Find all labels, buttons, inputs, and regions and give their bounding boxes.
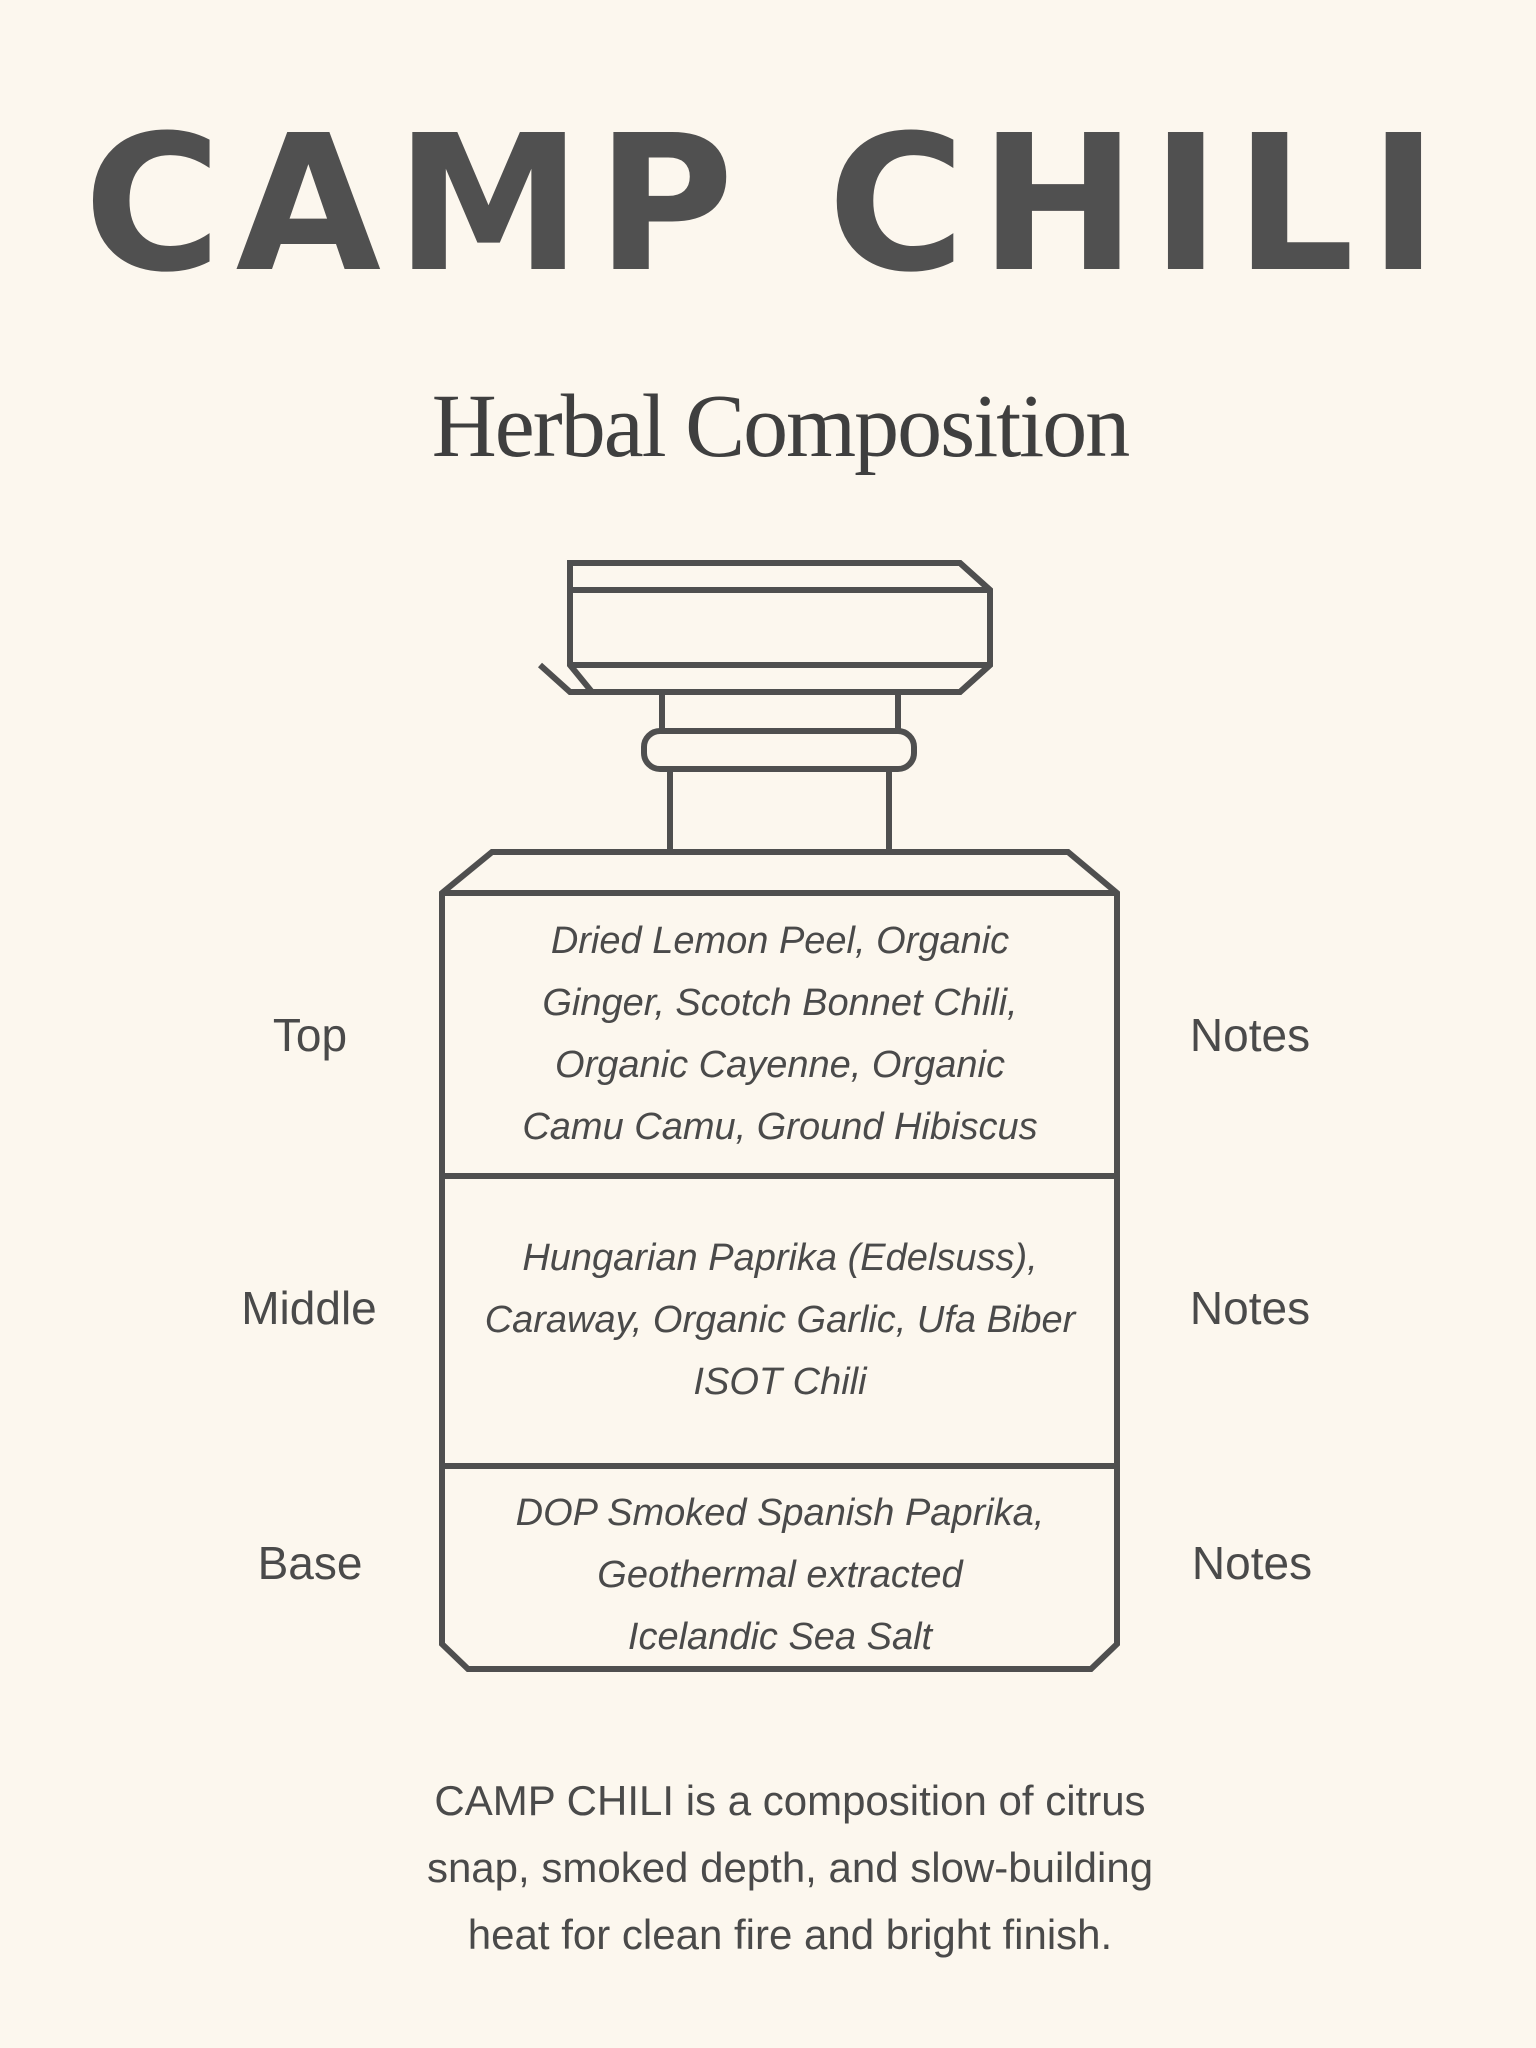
tier-base-notes-label: Notes [1191, 1537, 1313, 1589]
ingredient-line: Camu Camu, Ground Hibiscus [522, 1106, 1038, 1148]
ingredient-line: Hungarian Paprika (Edelsuss), [522, 1237, 1038, 1279]
description-line: CAMP CHILI is a composition of citrus [434, 1777, 1146, 1824]
tier-top-label: Top [272, 1009, 348, 1061]
page-subtitle: Herbal Composition [431, 377, 1129, 476]
product-description [360, 1767, 1220, 1968]
ingredient-line: Ginger, Scotch Bonnet Chili, [542, 982, 1018, 1024]
bottle-cap [540, 563, 990, 692]
description-line: heat for clean fire and bright finish. [467, 1911, 1113, 1958]
bottle-collar [644, 731, 914, 769]
tier-middle-label: Middle [241, 1282, 377, 1334]
tier-top-notes-label: Notes [1189, 1009, 1311, 1061]
bottle-cap-outline [570, 563, 990, 692]
page-title: CAMP CHILI [83, 95, 1453, 314]
description-line: snap, smoked depth, and slow-building [426, 1844, 1154, 1891]
ingredient-line: DOP Smoked Spanish Paprika, [515, 1492, 1045, 1534]
tier-middle-notes-label: Notes [1189, 1282, 1311, 1334]
ingredient-line: ISOT Chili [693, 1361, 867, 1403]
ingredient-line: Geothermal extracted [597, 1554, 963, 1596]
ingredient-line: Dried Lemon Peel, Organic [550, 920, 1010, 962]
ingredient-line: Caraway, Organic Garlic, Ufa Biber [484, 1299, 1076, 1341]
tier-middle-ingredients [462, 1227, 1098, 1413]
ingredient-line: Organic Cayenne, Organic [555, 1044, 1005, 1086]
tier-base-label: Base [257, 1537, 363, 1589]
ingredient-line: Icelandic Sea Salt [627, 1616, 933, 1658]
tier-base-ingredients [462, 1482, 1098, 1668]
tier-top-ingredients [462, 910, 1098, 1158]
